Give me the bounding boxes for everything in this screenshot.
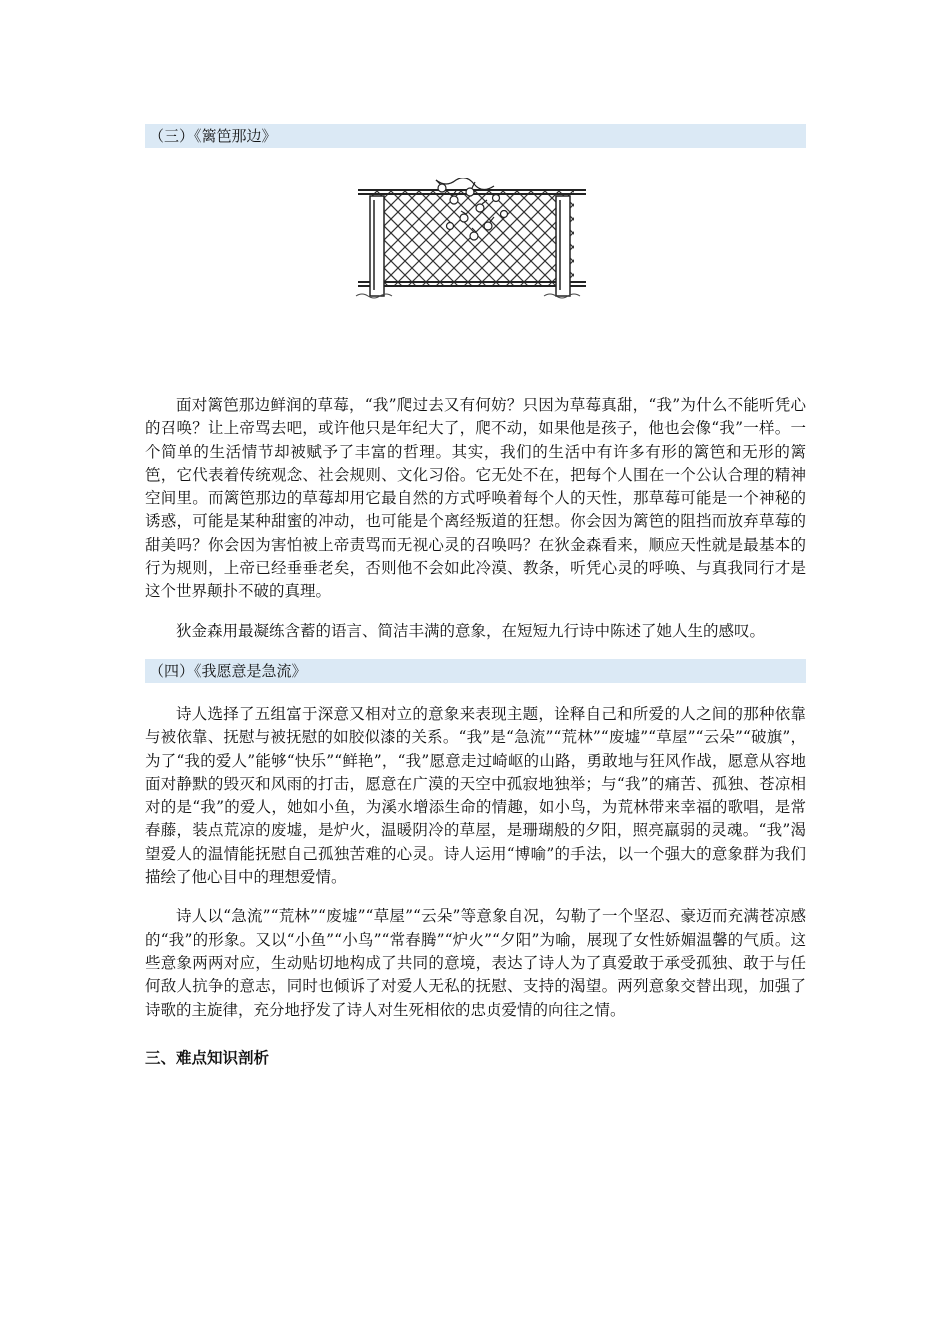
- paragraph-imagery-analysis: 诗人以“急流”“荒林”“废墟”“草屋”“云朵”等意象自况，勾勒了一个坚忍、豪迈而充满苍凉感的“我”的形象。又以“小鱼”“小鸟”“常春腾”“炉火”“夕阳”为喻，展现了女性娇媚温馨的气质。这些意象两两对应，生动贴切地构成了共同的意境，表达了诗人为了真爱敢于承受孤独、敢于与任何敌人抗争的意志，同时也倾诉了对爱人无私的抚慰、支持的渴望。两列意象交替出现，加强了诗歌的主旋律，充分地抒发了诗人对生死相依的忠贞爱情的向往之情。: [145, 907, 806, 1019]
- paragraph-fence-analysis: 面对篱笆那边鲜润的草莓，“我”爬过去又有何妨？只因为草莓真甜，“我”为什么不能听凭心的召唤？让上帝骂去吧，或许他只是年纪大了，爬不动，如果他是孩子，他也会像“我”一样。一个简单的生活情节却被赋予了丰富的哲理。其实，我们的生活中有许多有形的篱笆和无形的篱笆，它代表着传统观念、社会规则、文化习俗。它无处不在，把每个人围在一个公认合理的精神空间里。而篱笆那边的草莓却用它最自然的方式呼唤着每个人的天性，那草莓可能是一个神秘的诱惑，可能是某种甜蜜的冲动，也可能是个离经叛道的狂想。你会因为篱笆的阻挡而放弃草莓的甜美吗？你会因为害怕被上帝责骂而无视心灵的召唤吗？在狄金森看来，顺应天性就是最基本的行为规则，上帝已经垂垂老矣，否则他不会如此冷漠、教条，听凭心灵的呼唤、与真我同行才是这个世界颠扑不破的真理。: [145, 396, 806, 601]
- fence-icon: [354, 178, 590, 301]
- section-title-3: （三）《篱笆那边》: [145, 124, 806, 148]
- paragraph-torrent-analysis: 诗人选择了五组富于深意又相对立的意象来表现主题，诠释自己和所爱的人之间的那种依靠与被依靠、抚慰与被抚慰的如胶似漆的关系。“我”是“急流”“荒林”“废墟”“草屋”“云朵”“破旗”，为了“我的爱人”能够“快乐”“鲜艳”，“我”愿意走过崎岖的山路，勇敢地与狂风作战，愿意从容地面对静默的毁灭和风雨的打击，愿意在广漠的天空中孤寂地独举；与“我”的痛苦、孤独、苍凉相对的是“我”的爱人，她如小鱼，为溪水增添生命的情趣，如小鸟，为荒林带来幸福的歌唱，是常春藤，装点荒凉的废墟，是炉火，温暖阴冷的草屋，是珊瑚般的夕阳，照亮羸弱的灵魂。“我”渴望爱人的温情能抚慰自己孤独苦难的心灵。诗人运用“博喻”的手法，以一个强大的意象群为我们描绘了他心目中的理想爱情。: [145, 704, 806, 887]
- heading-difficult-points: 三、难点知识剖析: [145, 1047, 270, 1067]
- section-title-4: （四）《我愿意是急流》: [145, 659, 806, 683]
- document-page: [145, 124, 806, 1068]
- paragraph-dickinson-summary: 狄金森用最凝练含蓄的语言、简洁丰满的意象，在短短九行诗中陈述了她人生的感叹。: [176, 621, 766, 640]
- fence-illustration: [145, 148, 806, 330]
